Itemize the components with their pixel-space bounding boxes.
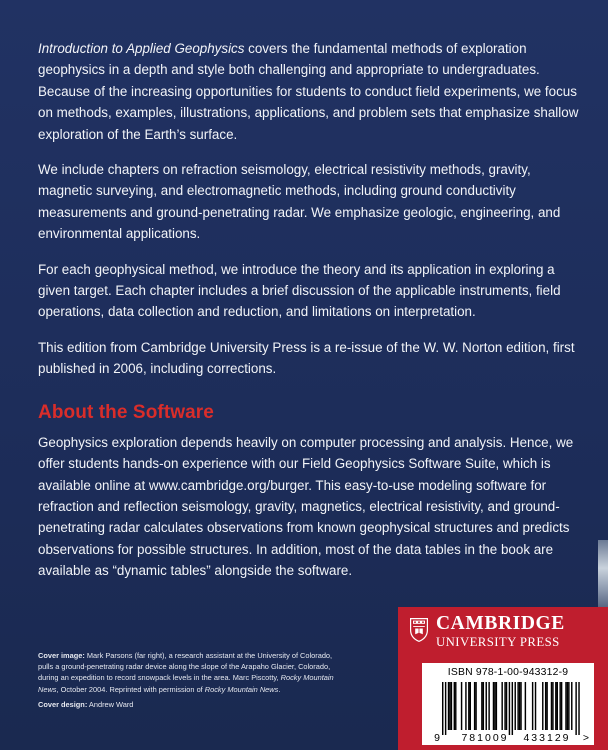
barcode-bar — [448, 682, 449, 730]
barcode-bar — [509, 682, 510, 735]
barcode-bar — [488, 682, 489, 730]
cover-image-text: . — [278, 684, 281, 694]
software-heading: About the Software — [38, 401, 214, 423]
barcode-bar — [504, 682, 505, 730]
barcode-bar — [535, 682, 536, 730]
isbn-text: ISBN 978-1-00-943312-9 — [447, 667, 569, 678]
isbn-barcode — [422, 663, 594, 745]
barcode-bar — [519, 682, 520, 730]
barcode-bar — [445, 682, 446, 735]
barcode-bar — [474, 682, 475, 730]
barcode-bar — [571, 682, 572, 730]
cover-image-text: Mark Parsons (far right), a research assistant at the University of Colorado, pulls a ground-penetrating radar device along the slope of the Arapaho Glacier, Colorado, during an expedition to record snowpack levels in the area. Marc Piscotty, — [38, 651, 333, 683]
barcode-bar — [461, 682, 462, 730]
barcode-bar — [545, 682, 546, 730]
barcode-bar — [442, 682, 443, 735]
barcode-bar — [565, 682, 566, 730]
cover-design-name: Andrew Ward — [87, 699, 134, 709]
barcode-bar — [517, 682, 518, 730]
barcode-bar — [567, 682, 568, 730]
barcode-bar — [542, 682, 543, 730]
barcode-bar — [451, 682, 452, 730]
barcode-bar — [525, 682, 526, 730]
cover-credits — [38, 650, 338, 714]
barcode-bar — [455, 682, 456, 730]
barcode-bar — [468, 682, 469, 730]
cover-image-label: Cover image: — [38, 651, 85, 660]
publication-name: Rocky Mountain News — [38, 673, 334, 694]
book-title: Introduction to Applied Geophysics — [38, 41, 245, 56]
barcode-bar — [506, 682, 507, 730]
barcode-bar — [561, 682, 562, 730]
barcode-bar — [515, 682, 516, 730]
cambridge-shield-icon — [409, 617, 429, 643]
publisher-panel — [398, 607, 608, 750]
cover-design-credit — [38, 699, 338, 710]
barcode-bar — [575, 682, 576, 735]
publisher-subname: UNIVERSITY PRESS — [436, 635, 560, 649]
barcode-bar — [493, 682, 494, 730]
barcode-bar — [481, 682, 482, 730]
cover-image-credit — [38, 650, 338, 695]
software-paragraph: Geophysics exploration depends heavily on computer processing and analysis. Hence, we offer students hands-on experience with our Field Geophysics Software Suite, which is available online at www.cambridge.org/burger. This easy-to-use modeling software for refraction and reflection seismology, gravity, magnetics, electrical resistivity, and ground-penetrating radar calculates observations from known geophysical structures and predicts observations for possible structures. In addition, most of the data tables in the book are available as “dynamic tables” alongside the software. — [38, 434, 574, 579]
publication-name: Rocky Mountain News — [204, 684, 279, 694]
barcode-bar — [512, 682, 513, 735]
intro-paragraph — [38, 38, 583, 145]
cover-design-label: Cover design: — [38, 699, 88, 709]
barcode-bar — [568, 682, 569, 730]
barcode-bar — [552, 682, 553, 730]
barcode-bar — [454, 682, 455, 730]
cover-photo-edge — [598, 540, 608, 610]
method-paragraph: For each geophysical method, we introduce the theory and its application in exploring a given target. Each chapter includes a brief discussion of the applicable instruments, field operations, data collection and reduction, and limitations on interpretation. — [38, 261, 561, 320]
barcode-graphic — [422, 663, 594, 745]
edition-paragraph: This edition from Cambridge University Press is a re-issue of the W. W. Norton edition, first published in 2006, including corrections. — [38, 339, 575, 377]
barcode-bar — [494, 682, 495, 730]
barcode-bars — [442, 682, 580, 735]
barcode-bar — [551, 682, 552, 730]
barcode-digits-left: 781009 — [461, 732, 509, 744]
barcode-bar — [520, 682, 521, 730]
barcode-bar — [486, 682, 487, 730]
barcode-bar — [578, 682, 579, 735]
barcode-digits-right: 433129 — [523, 732, 571, 744]
barcode-bar — [470, 682, 471, 730]
barcode-bar — [496, 682, 497, 730]
barcode-bar — [475, 682, 476, 730]
barcode-bar — [501, 682, 502, 730]
chapters-paragraph: We include chapters on refraction seismology, electrical resistivity methods, gravity, magnetic surveying, and electromagnetic methods, including ground conductivity measurements and ground-penetrating radar. We emphasize geologic, engineering, and environmental applications. — [38, 162, 561, 242]
barcode-addon: > — [582, 732, 590, 744]
barcode-digit-lead: 9 — [434, 732, 440, 744]
cover-image-text: , October 2004. Reprinted with permission of — [56, 684, 205, 694]
barcode-bar — [483, 682, 484, 730]
cover-blurb — [38, 38, 583, 596]
barcode-bar — [532, 682, 533, 730]
barcode-bar — [465, 682, 466, 730]
barcode-bar — [555, 682, 556, 730]
intro-paragraph-text: covers the fundamental methods of exploration geophysics in a depth and style both challenging and appropriate to undergraduates. Because of the increasing opportunities for students to conduct field experiments, we focus on methods, examples, illustrations, applications, and problem sets that emphasize shallow exploration of the Earth’s surface. — [38, 41, 579, 142]
publisher-name: CAMBRIDGE — [436, 613, 565, 634]
barcode-bar — [557, 682, 558, 730]
barcode-bar — [559, 682, 560, 730]
barcode-bar — [449, 682, 450, 730]
barcode-bar — [546, 682, 547, 730]
